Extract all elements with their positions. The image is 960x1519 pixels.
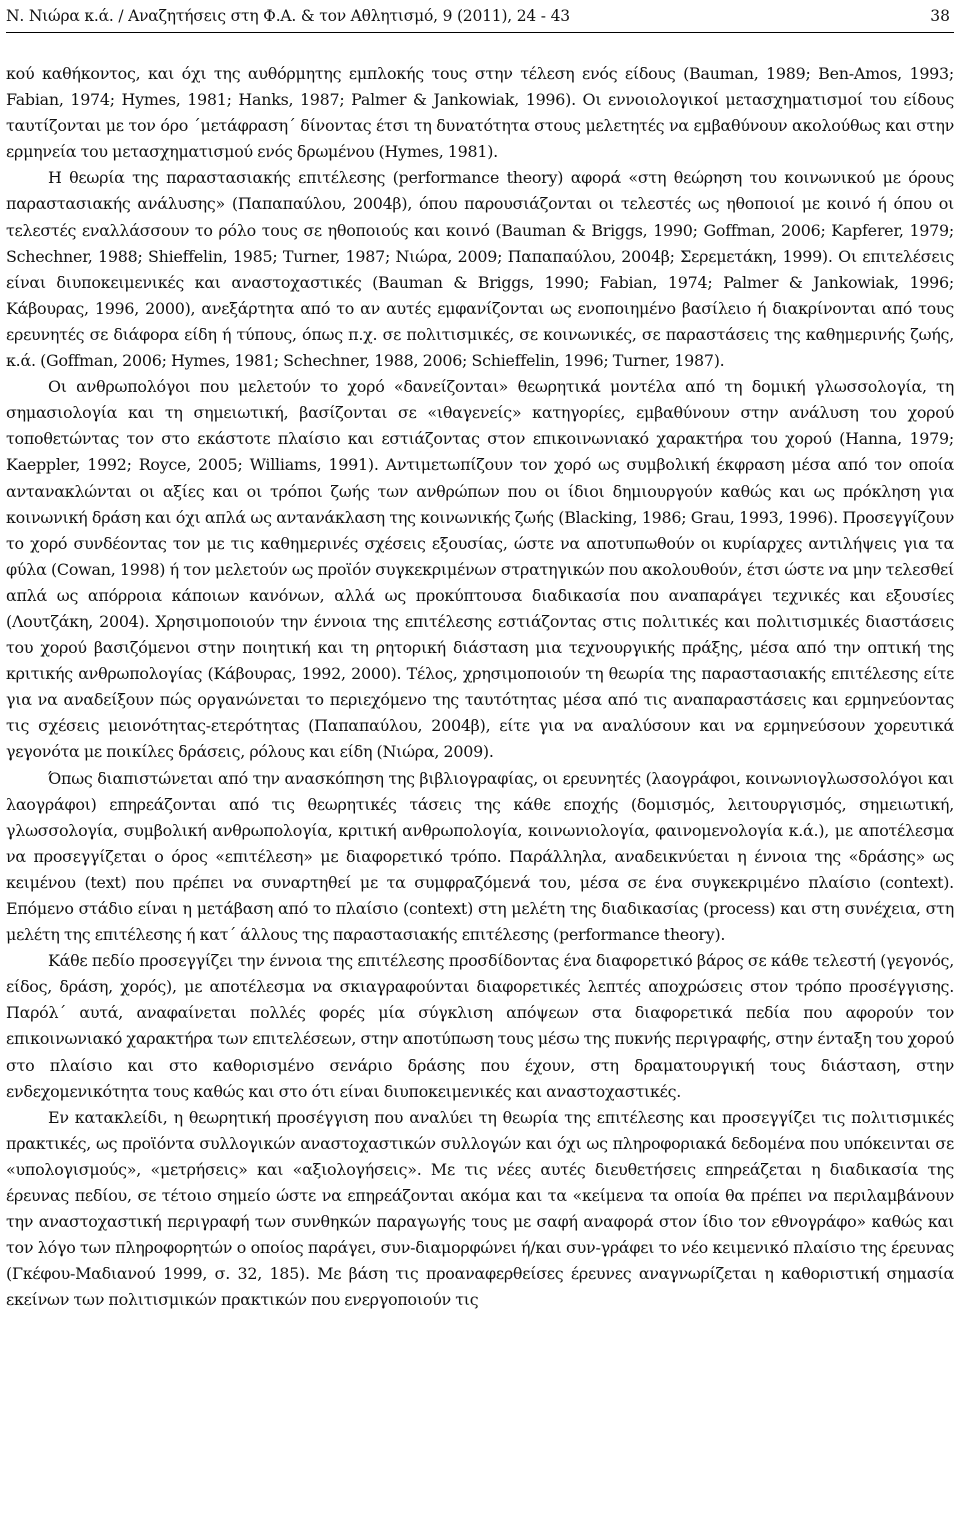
running-title: Ν. Νιώρα κ.ά. / Αναζητήσεις στη Φ.Α. & τον Αθλητισμό, 9 (2011), 24 - 43 (6, 7, 570, 25)
page-number: 38 (930, 7, 950, 25)
paragraph-2: Η θεωρία της παραστασιακής επιτέλεσης (performance theory) αφορά «στη θεώρηση του κοινωνικού με όρους παραστασιακής ανάλυσης» (Παπαπαύλου, 2004β), όπου παρουσιάζονται οι τελεστές ως ηθοποιοί με κοινό ή όπου οι τελεστές εναλλάσσουν το ρόλο τους σε ηθοποιούς και κοινό (Bauman & Briggs, 1990; Goffman, 2006; Kapferer, 1979; Schechner, 1988; Shieffelin, 1985; Turner, 1987; Νιώρα, 2009; Παπαπαύλου, 2004β; Σερεμετάκη, 1999). Οι επιτελέσεις είναι διυποκειμενικές και αναστοχαστικές (Bauman & Briggs, 1990; Fabian, 1974; Palmer & Jankowiak, 1996; Κάβουρας, 1996, 2000), ανεξάρτητα από το αν αυτές εμφανίζονται ως ενοποιημένο βασίλειο ή διακρίνονται από τους ερευνητές σε διάφορα είδη ή τύπους, όπως π.χ. σε πολιτισμικές, σε κοινωνικές, σε παραστάσεις της καθημερινής ζωής, κ.ά. (Goffman, 2006; Hymes, 1981; Schechner, 1988, 2006; Schieffelin, 1996; Turner, 1987). (6, 168, 954, 371)
body-text (6, 61, 954, 1314)
paragraph-4: Όπως διαπιστώνεται από την ανασκόπηση της βιβλιογραφίας, οι ερευνητές (λαογράφοι, κοινωνιογλωσσολόγοι και λαογράφοι) επηρεάζονται από τις θεωρητικές τάσεις της κάθε εποχής (δομισμός, λειτουργισμός, σημειωτική, γλωσσολογία, συμβολική ανθρωπολογία, κριτική ανθρωπολογία, κοινωνιολογία, φαινομενολογία κ.ά.), με αποτέλεσμα να προσεγγίζεται ο όρος «επιτέλεση» με διαφορετικό τρόπο. Παράλληλα, αναδεικνύεται η έννοια της «δράσης» ως κειμένου (text) που πρέπει να συναρτηθεί με τα συμφραζόμενά του, μέσα σε ένα συγκεκριμένο πλαίσιο (context). Επόμενο στάδιο είναι η μετάβαση από το πλαίσιο (context) στη μελέτη της διαδικασίας (process) και στη συνέχεια, στη μελέτη της επιτέλεσης ή κατ΄ άλλους της παραστασιακής επιτέλεσης (performance theory). (6, 768, 954, 945)
paragraph-3: Οι ανθρωπολόγοι που μελετούν το χορό «δανείζονται» θεωρητικά μοντέλα από τη δομική γλωσσολογία, τη σημασιολογία και τη σημειωτική, βασίζονται σε «ιθαγενείς» κατηγορίες, εμβαθύνουν στην ανάλυση του χορού τοποθετώντας τον στο εκάστοτε πλαίσιο και εστιάζοντας στον επικοινωνιακό χαρακτήρα του χορού (Hanna, 1979; Kaeppler, 1992; Royce, 2005; Williams, 1991). Αντιμετωπίζουν τον χορό ως συμβολική έκφραση μέσα από τον οποία αντανακλώνται οι αξίες και οι τρόποι ζωής των ανθρώπων που οι ίδιοι δημιουργούν καθώς και ως πρόκληση για κοινωνική δράση και όχι απλά ως αντανάκλαση της κοινωνικής ζωής (Blacking, 1986; Grau, 1993, 1996). Προσεγγίζουν το χορό συνδέοντας τον με τις καθημερινές σχέσεις εξουσίας, ώστε να αποτυπωθούν οι κυρίαρχες αντιλήψεις για τα φύλα (Cowan, 1998) ή τον μελετούν ως προϊόν συγκεκριμένων στρατηγικών που ακολουθούν, έτσι ώστε να μην τελεσθεί απλά ως απόρροια κάποιων κανόνων, αλλά ως προκύπτουσα διαδικασία που αναπαράγει τεχνικές και εξουσίες (Λουτζάκη, 2004). Χρησιμοποιούν την έννοια της επιτέλεσης εστιάζοντας στις πολιτικές και πολιτισμικές διαστάσεις του χορού βασιζόμενοι στην ποιητική και τη ρητορική διάσταση μια τεχνουργικής πράξης, μέσα από την οπτική της κριτικής ανθρωπολογίας (Κάβουρας, 1992, 2000). Τέλος, χρησιμοποιούν τη θεωρία της παραστασιακής επιτέλεσης είτε για να αναδείξουν πώς οργανώνεται το περιεχόμενο της ταυτότητας μέσα από τις αναπαραστάσεις και ερμηνεύοντας τις σχέσεις μειονότητας-ετερότητας (Παπαπαύλου, 2004β), είτε για να αναλύσουν και να ερμηνεύσουν χορευτικά γεγονότα με ποικίλες δράσεις, ρόλους και είδη (Νιώρα, 2009). (6, 377, 954, 762)
running-header (6, 6, 954, 33)
paragraph-6: Εν κατακλείδι, η θεωρητική προσέγγιση που αναλύει τη θεωρία της επιτέλεσης και προσεγγίζει τις πολιτισμικές πρακτικές, ως προϊόντα συλλογικών αναστοχαστικών συλλογών και όχι ως πληροφοριακά δεδομένα που υπόκεινται σε «υπολογισμούς», «μετρήσεις» και «αξιολογήσεις». Με τις νέες αυτές διευθετήσεις επηρεάζεται η διαδικασία της έρευνας πεδίου, σε τέτοιο σημείο ώστε να επηρεάζονται ακόμα και τα «κείμενα τα οποία θα πρέπει να περιλαμβάνουν την αναστοχαστική περιγραφή των συνθηκών παραγωγής τους με σαφή αναφορά στον ίδιο τον εθνογράφο» καθώς και τον λόγο των πληροφορητών ο οποίος παράγει, συν-διαμορφώνει ή/και συν-γράφει το νέο κειμενικό πλαίσιο της έρευνας (Γκέφου-Μαδιανού 1999, σ. 32, 185). Με βάση τις προαναφερθείσες έρευνες αναγνωρίζεται η καθοριστική σημασία εκείνων των πολιτισμικών πρακτικών που ενεργοποιούν τις (6, 1107, 954, 1310)
paragraph-1: κού καθήκοντος, και όχι της αυθόρμητης εμπλοκής τους στην τέλεση ενός είδους (Bauman, 1989; Ben-Amos, 1993; Fabian, 1974; Hymes, 1981; Hanks, 1987; Palmer & Jankowiak, 1996). Οι εννοιολογικοί μετασχηματισμοί του είδους ταυτίζονται με τον όρο ΄μετάφραση΄ δίνοντας έτσι τη δυνατότητα στους μελετητές να εμβαθύνουν ακολούθως και στην ερμηνεία του μετασχηματισμού ενός δρωμένου (Hymes, 1981). (6, 64, 954, 162)
paragraph-5: Κάθε πεδίο προσεγγίζει την έννοια της επιτέλεσης προσδίδοντας ένα διαφορετικό βάρος σε κάθε τελεστή (γεγονός, είδος, δράση, χορός), με αποτέλεσμα να σκιαγραφούνται διαφορετικές λεπτές αποχρώσεις στον τρόπο προσέγγισης. Παρόλ΄ αυτά, αναφαίνεται πολλές φορές μία σύγκλιση απόψεων στα διαφορετικά πεδία που αφορούν τον επικοινωνιακό χαρακτήρα των επιτελέσεων, στην αποτύπωση τους μέσω της πυκνής περιγραφής, στην ένταξη του χορού στο πλαίσιο και στο καθορισμένο σενάριο δράσης που έχουν, στη δραματουργική τους διάσταση, στην ενδεχομενικότητα τους καθώς και στο ότι είναι διυποκειμενικές και αναστοχαστικές. (6, 951, 954, 1101)
